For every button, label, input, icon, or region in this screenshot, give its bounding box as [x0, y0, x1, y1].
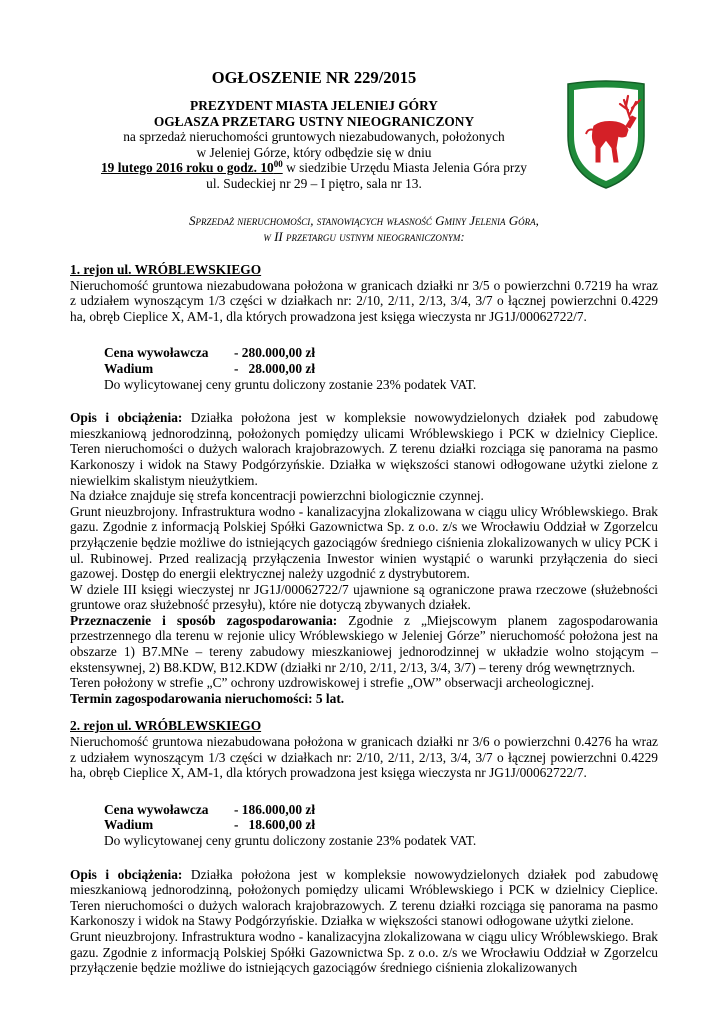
section-1-price-value: - 280.000,00 zł — [234, 345, 316, 361]
header-line-location: w Jeleniej Górze, który odbędzie się w dniu — [196, 144, 432, 160]
header-line-sale: na sprzedaż nieruchomości gruntowych niezabudowanych, położonych — [123, 129, 505, 144]
section-2-price-block — [104, 802, 658, 849]
section-1-vat-note: Do wylicytowanej ceny gruntu doliczony zostanie 23% podatek VAT. — [104, 376, 477, 392]
section-2-price-label: Cena wywoławcza — [104, 801, 209, 817]
subtitle-line-2: w II przetargu ustnym nieograniczonym: — [263, 229, 465, 244]
section-2-opis-label: Opis i obciążenia: — [70, 866, 183, 882]
section-1-price-block — [104, 345, 658, 392]
section-2 — [70, 718, 658, 975]
section-1-purpose-label: Przeznaczenie i sposób zagospodarowania: — [70, 612, 338, 628]
section-2-price-value: - 186.000,00 zł — [234, 801, 316, 817]
section-1-heading: 1. rejon ul. WRÓBLEWSKIEGO — [70, 262, 262, 277]
section-1-land-register: W dziele III księgi wieczystej nr JG1J/00062722/7 ujawnione są ograniczone prawa rzeczowe (służebności gruntowe oraz służebność przesyłu), które nie dotyczą zbywanych działek. — [70, 581, 658, 613]
section-2-wadium-value: - 18.600,00 zł — [234, 817, 316, 833]
auction-venue: w siedzibie Urzędu Miasta Jelenia Góra przy — [282, 160, 528, 175]
section-1-opis-text: Działka położona jest w kompleksie nowowydzielonych działek pod zabudowę mieszkaniową jednorodzinną, położonych pomiędzy ulicami Wróblewskiego i PCK w dzielnicy Cieplice. Teren nieruchomości o dużych walorach krajobrazowych. Z terenu działki rozciąga się panorama na pasmo Karkonoszy i widok na Stawy Podgórzyńskie. Działka w większości stanowi odłogowane użytki zielone z niewielkim skalistym nieużytkiem. — [70, 410, 659, 488]
auction-date: 19 lutego 2016 roku o godz. $10^{00}$ — [100, 159, 283, 175]
section-1-utilities: Grunt nieuzbrojony. Infrastruktura wodno - kanalizacyjna zlokalizowana w ciągu ulicy Wróblewskiego. Brak gazu. Zgodnie z informacją Polskiej Spółki Gazownictwa Sp. z o.o. z/s we Wrocławiu Oddział w Zgorzelcu przyłączenie będzie możliwe do istniejących gazociągów średniego ciśnienia zlokalizowanych w ulicy PCK i ul. Rubinowej. Przed realizacją przyłączenia Inwestor winien wystąpić o warunki przyłączenia do sieci gazowej. Dostęp do energii elektrycznej należy uzgodnić z dystrybutorem. — [70, 503, 658, 582]
announcement-title: OGŁOSZENIE NR 229/2015 — [211, 68, 417, 87]
announcement-header — [70, 68, 558, 191]
section-1-deadline: Termin zagospodarowania nieruchomości: 5 lat. — [70, 690, 345, 706]
subtitle — [70, 213, 658, 245]
city-crest-icon — [564, 78, 648, 190]
section-1-wadium-label: Wadium — [104, 360, 154, 376]
section-1-zone: Teren położony w strefie „C” ochrony uzdrowiskowej i strefie „OW” obserwacji archeologicznej. — [70, 675, 595, 691]
section-1-price-label: Cena wywoławcza — [104, 345, 209, 361]
section-1-description — [70, 410, 658, 488]
section-1-purpose-text: Zgodnie z „Miejscowym planem zagospodarowania przestrzennego dla terenu w rejonie ulicy Wróblewskiego w Jeleniej Górze” nieruchomość położona jest na obszarze 1) B7.MNe – tereny zabudowy mieszkaniowej jednorodzinnej w układzie wolno stojącym – ekstensywnej, 2) B8.KDW, B12.KDW (działki nr 2/10, 2/11, 2/13, 3/4, 3/7) – tereny dróg wewnętrznych. — [70, 612, 658, 675]
header-line-tender: OGŁASZA PRZETARG USTNY NIEOGRANICZONY — [153, 113, 475, 129]
announcement-body — [70, 262, 658, 976]
section-2-intro: Nieruchomość gruntowa niezabudowana położona w granicach działki nr 3/6 o powierzchni 0.4276 ha wraz z udziałem wynoszącym 1/3 części w działkach nr: 2/10, 2/11, 2/13, 3/4, 3/7 o łącznej powierzchni 0.4229 ha, obręb Cieplice X, AM-1, dla których prowadzona jest księga wieczysta nr JG1J/00062722/7. — [70, 734, 658, 781]
section-2-heading: 2. rejon ul. WRÓBLEWSKIEGO — [70, 718, 262, 734]
header-line-date — [70, 160, 558, 176]
section-2-opis-text: Działka położona jest w kompleksie nowowydzielonych działek pod zabudowę mieszkaniową jednorodzinną, położonych pomiędzy ulicami Wróblewskiego i PCK w dzielnicy Cieplice. Teren nieruchomości o dużych walorach krajobrazowych. Z terenu działki rozciąga się panorama na pasmo Karkonoszy i widok na Stawy Podgórzyńskie. Działka w większości stanowi odłogowane użytki zielone. — [70, 866, 659, 929]
section-2-utilities: Grunt nieuzbrojony. Infrastruktura wodno - kanalizacyjna zlokalizowana w ciągu ulicy Wróblewskiego. Brak gazu. Zgodnie z informacją Polskiej Spółki Gazownictwa Sp. z o.o. z/s we Wrocławiu Oddział w Zgorzelcu przyłączenie będzie możliwe do istniejących gazociągów średniego ciśnienia zlokalizowanych — [70, 928, 658, 976]
section-1-wadium-value: - 28.000,00 zł — [234, 360, 316, 376]
subtitle-line-1: Sprzedaż nieruchomości, stanowiących własność Gminy Jelenia Góra, — [189, 213, 539, 228]
section-1-opis-label: Opis i obciążenia: — [70, 410, 183, 426]
section-1-biology-zone: Na działce znajduje się strefa koncentracji powierzchni biologicznie czynnej. — [70, 488, 484, 504]
section-2-vat-note: Do wylicytowanej ceny gruntu doliczony zostanie 23% podatek VAT. — [104, 833, 477, 848]
section-2-wadium-label: Wadium — [104, 817, 154, 833]
section-1-purpose — [70, 613, 658, 675]
section-1-intro: Nieruchomość gruntowa niezabudowana położona w granicach działki nr 3/5 o powierzchni 0.7219 ha wraz z udziałem wynoszącym 1/3 części w działkach nr: 2/10, 2/11, 2/13, 3/4, 3/7 o łącznej powierzchni 0.4229 ha, obręb Cieplice X, AM-1, dla których prowadzona jest księga wieczysta nr JG1J/00062722/7. — [70, 277, 658, 324]
section-2-description — [70, 867, 658, 929]
header-line-mayor: PREZYDENT MIASTA JELENIEJ GÓRY — [190, 98, 438, 113]
header-line-address: ul. Sudeckiej nr 29 – I piętro, sala nr 13. — [206, 175, 422, 191]
